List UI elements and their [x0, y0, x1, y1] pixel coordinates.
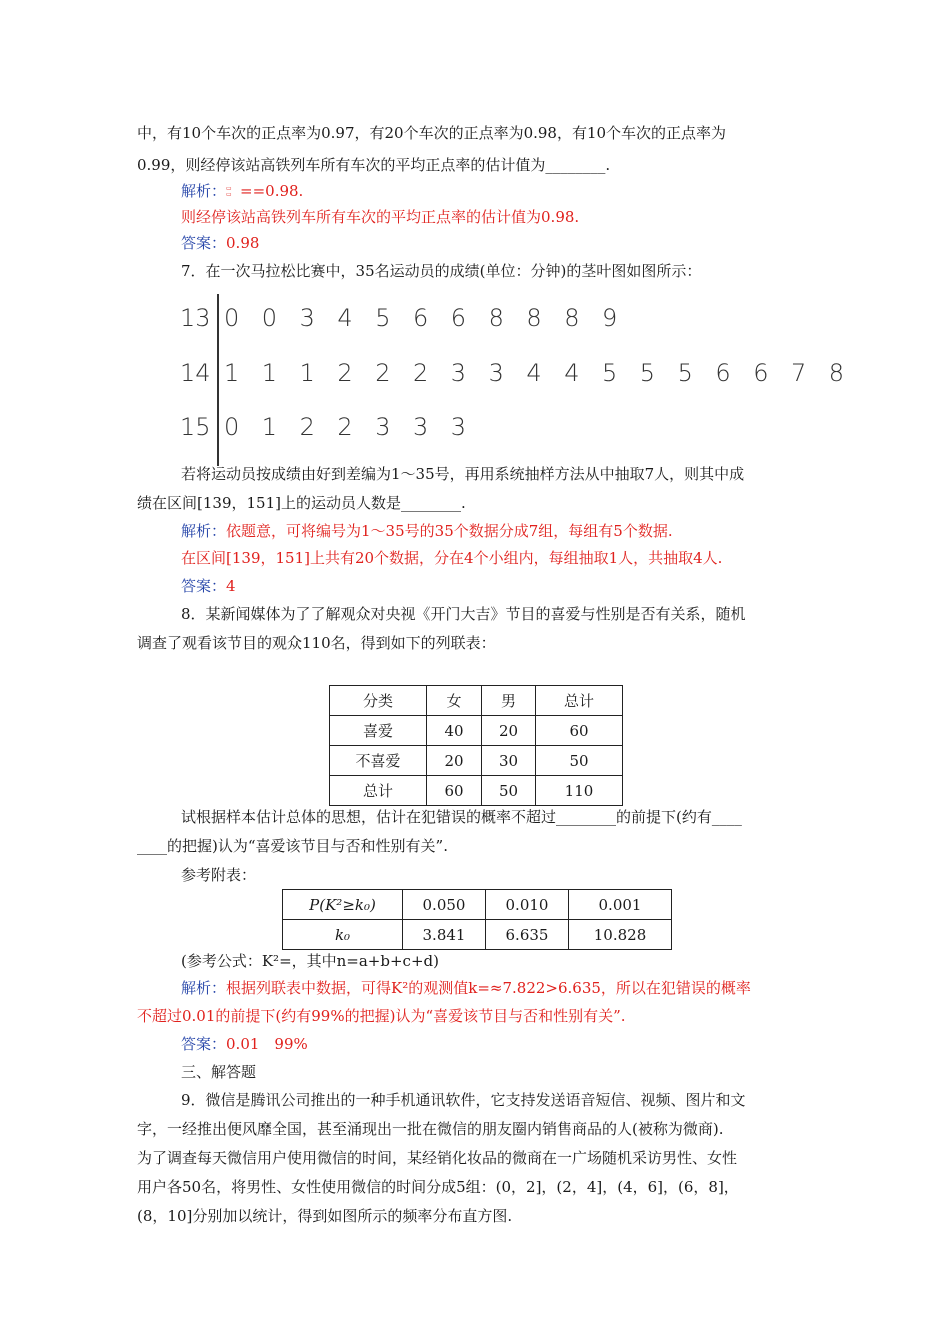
table-row	[330, 746, 623, 776]
leaf-digit: 2	[375, 359, 391, 387]
table-cell: 0.010	[486, 890, 569, 920]
q6-text-line1: 中，有10个车次的正点率为0.97，有20个车次的正点率为0.98，有10个车次的正点率为	[137, 124, 727, 142]
leaf-digit: 8	[564, 304, 580, 332]
leaf-digit: 5	[602, 359, 618, 387]
table-row	[330, 776, 623, 806]
leaf-digit: 8	[488, 304, 504, 332]
leaf-digit: 1	[299, 359, 315, 387]
fraction-image: ▭ ▭	[226, 185, 232, 198]
reference-table	[282, 889, 672, 950]
section-heading: 三、解答题	[181, 1063, 257, 1081]
q9-line4: 用户各50名，将男性、女性使用微信的时间分成5组：(0，2]，(2，4]，(4，6]，(6，8]，	[137, 1178, 739, 1196]
contingency-table	[329, 685, 623, 806]
answer-label: 答案：	[181, 577, 227, 595]
q8-answer-value: 0.01 99%	[226, 1035, 308, 1053]
leaf-digit: 6	[753, 359, 769, 387]
leaf-digit: 5	[375, 304, 391, 332]
table-cell: 40	[427, 716, 482, 746]
stem-13: 13	[180, 304, 211, 332]
table-cell: P(K²≥k₀)	[283, 890, 403, 920]
q7-analysis1	[181, 520, 673, 542]
table-cell: 0.001	[569, 890, 672, 920]
leaf-digit: 2	[299, 413, 315, 441]
table-cell: 总计	[330, 776, 427, 806]
leaf-digit: 1	[224, 359, 240, 387]
q6-analysis-line2: 则经停该站高铁列车所有车次的平均正点率的估计值为0.98.	[181, 208, 580, 226]
answer-label: 答案：	[181, 234, 227, 252]
leaf-digit: 3	[375, 413, 391, 441]
q8-analysis1	[181, 977, 751, 999]
leaf-digit: 2	[413, 359, 429, 387]
leaf-digit: 2	[337, 413, 353, 441]
table-cell: 10.828	[569, 920, 672, 950]
table-cell: 喜爱	[330, 716, 427, 746]
table-cell: k₀	[283, 920, 403, 950]
q9-line1: 9．微信是腾讯公司推出的一种手机通讯软件，它支持发送语音短信、视频、图片和文	[181, 1091, 746, 1109]
q6-answer	[181, 232, 259, 254]
q8-ref-label: 参考附表：	[181, 866, 257, 884]
q8-intro1: 8．某新闻媒体为了了解观众对央视《开门大吉》节目的喜爱与性别是否有关系，随机	[181, 605, 746, 623]
table-cell: 50	[536, 746, 623, 776]
leaf-digit: 4	[337, 304, 353, 332]
answer-label: 答案：	[181, 1035, 227, 1053]
table-cell: 110	[536, 776, 623, 806]
q6-analysis-formula: ==0.98.	[240, 182, 304, 200]
leaf-digit: 4	[564, 359, 580, 387]
leaf-digit: 3	[413, 413, 429, 441]
table-header: 总计	[536, 686, 623, 716]
leaf-digit: 6	[413, 304, 429, 332]
table-cell: 不喜爱	[330, 746, 427, 776]
analysis-label: 解析：	[181, 522, 227, 540]
analysis-label: 解析：	[181, 979, 227, 997]
leaf-digit: 8	[526, 304, 542, 332]
table-row	[283, 920, 672, 950]
leaf-digit: 9	[602, 304, 618, 332]
leaf-digit: 8	[828, 359, 845, 387]
analysis-label: 解析：	[181, 182, 227, 200]
stem-14: 14	[180, 359, 211, 387]
q8-analysis2: 不超过0.01的前提下(约有99%的把握)认为“喜爱该节目与否和性别有关”.	[137, 1007, 626, 1025]
leaf-digit: 4	[526, 359, 542, 387]
leaf-digit: 3	[450, 359, 467, 387]
table-cell: 20	[427, 746, 482, 776]
q9-line2: 字，一经推出便风靡全国，甚至涌现出一批在微信的朋友圈内销售商品的人(被称为微商).	[137, 1120, 724, 1138]
q8-text2: ____的把握)认为“喜爱该节目与否和性别有关”.	[137, 837, 448, 855]
stem-15: 15	[180, 413, 211, 441]
leaf-digit: 5	[677, 359, 693, 387]
q8-text1: 试根据样本估计总体的思想，估计在犯错误的概率不超过________的前提下(约有____	[181, 808, 742, 826]
q7-answer	[181, 575, 236, 597]
table-cell: 60	[427, 776, 482, 806]
q8-analysis1-text: 根据列联表中数据，可得K²的观测值k=≈7.822>6.635，所以在犯错误的概率	[226, 979, 751, 997]
table-header: 分类	[330, 686, 427, 716]
q7-analysis1-text: 依题意，可将编号为1～35号的35个数据分成7组，每组有5个数据.	[226, 522, 673, 540]
table-cell: 50	[482, 776, 536, 806]
table-row	[283, 890, 672, 920]
q7-analysis2: 在区间[139，151]上共有20个数据，分在4个小组内，每组抽取1人，共抽取4人.	[181, 549, 723, 567]
table-cell: 30	[482, 746, 536, 776]
leaf-digit: 0	[261, 304, 278, 332]
leaf-digit: 1	[261, 413, 278, 441]
leaf-digit: 3	[450, 413, 467, 441]
table-cell: 6.635	[486, 920, 569, 950]
q9-line5: (8，10]分别加以统计，得到如图所示的频率分布直方图.	[137, 1207, 513, 1225]
leaf-digit: 1	[261, 359, 278, 387]
q7-answer-value: 4	[226, 577, 236, 595]
table-cell: 0.050	[403, 890, 486, 920]
table-row	[330, 716, 623, 746]
table-header-row	[330, 686, 623, 716]
q7-text1: 若将运动员按成绩由好到差编为1～35号，再用系统抽样方法从中抽取7人，则其中成	[181, 465, 745, 483]
table-header: 女	[427, 686, 482, 716]
q6-analysis	[181, 180, 303, 202]
table-cell: 60	[536, 716, 623, 746]
table-header: 男	[482, 686, 536, 716]
q8-formula: (参考公式：K²=，其中n=a+b+c+d)	[181, 952, 439, 970]
leaf-digit: 2	[337, 359, 353, 387]
q8-intro2: 调查了观看该节目的观众110名，得到如下的列联表：	[137, 634, 496, 652]
q9-line3: 为了调查每天微信用户使用微信的时间，某经销化妆品的微商在一广场随机采访男性、女性	[137, 1149, 738, 1167]
q7-text2: 绩在区间[139，151]上的运动员人数是________.	[137, 494, 466, 512]
leaf-digit: 7	[791, 359, 807, 387]
q7-intro: 7．在一次马拉松比赛中，35名运动员的成绩(单位：分钟)的茎叶图如图所示：	[181, 262, 702, 280]
leaf-digit: 6	[715, 359, 731, 387]
leaf-digit: 0	[224, 413, 240, 441]
leaf-digit: 6	[450, 304, 467, 332]
table-cell: 3.841	[403, 920, 486, 950]
leaf-digit: 5	[639, 359, 656, 387]
q6-text-line2: 0.99，则经停该站高铁列车所有车次的平均正点率的估计值为________.	[137, 156, 611, 174]
leaf-digit: 3	[299, 304, 315, 332]
table-cell: 20	[482, 716, 536, 746]
q6-answer-value: 0.98	[226, 234, 260, 252]
leaf-digit: 3	[488, 359, 504, 387]
q8-answer	[181, 1033, 308, 1055]
leaf-digit: 0	[224, 304, 240, 332]
stem-divider	[217, 294, 219, 466]
